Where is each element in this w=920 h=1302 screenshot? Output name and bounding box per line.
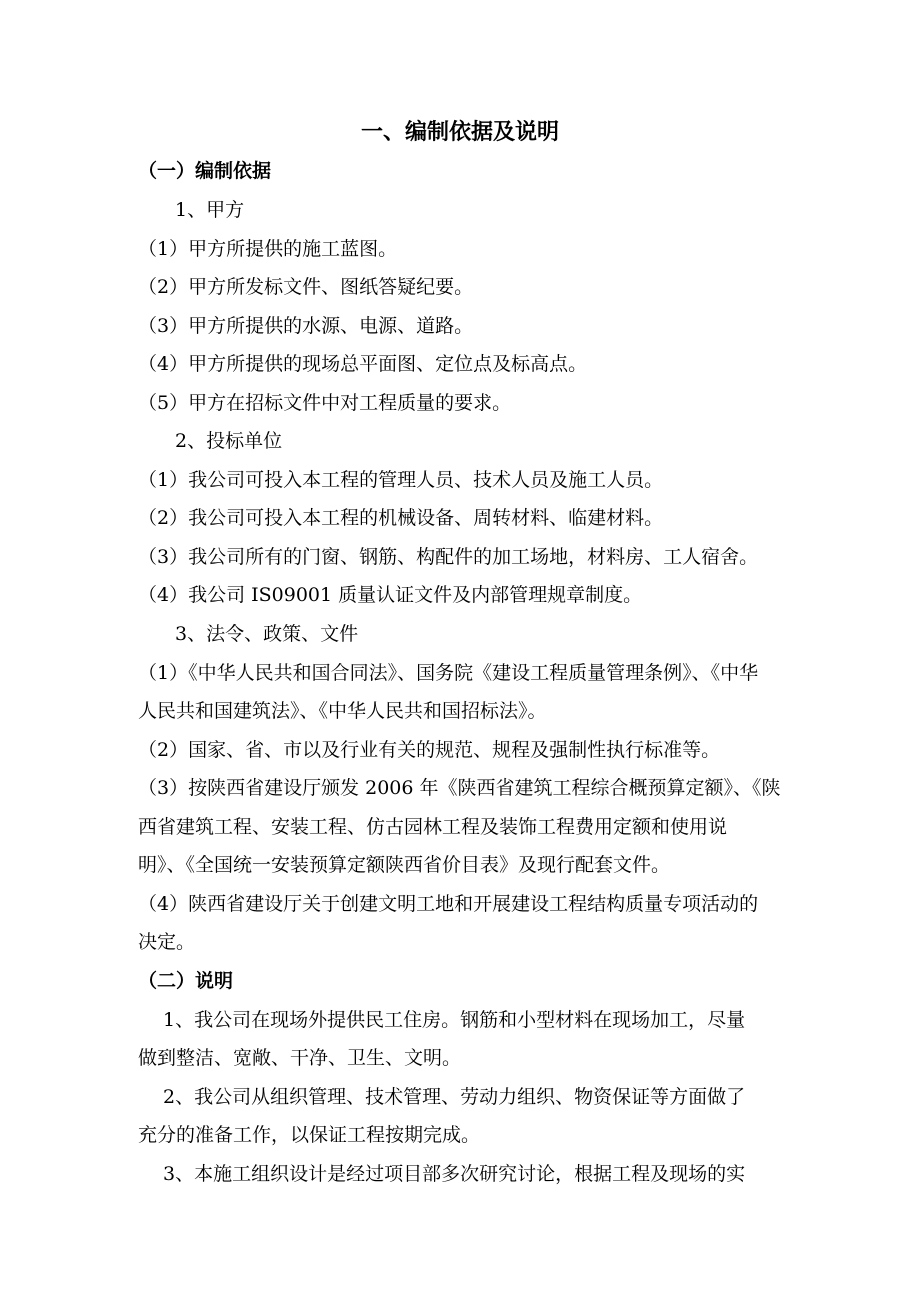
list-item: （1）甲方所提供的施工蓝图。 bbox=[138, 238, 398, 260]
list-item: （4）甲方所提供的现场总平面图、定位点及标高点。 bbox=[138, 353, 588, 375]
paragraph-line: 做到整洁、宽敞、干净、卫生、文明。 bbox=[138, 1047, 462, 1069]
section-heading-notes: （二）说明 bbox=[138, 970, 234, 992]
section-heading-basis: （一）编制依据 bbox=[138, 160, 272, 182]
list-item-line: 人民共和国建筑法》、《中华人民共和国招标法》。 bbox=[138, 700, 547, 722]
list-item-line: （3）按陕西省建设厅颁发 2006 年《陕西省建筑工程综合概预算定额》、《陕 bbox=[138, 777, 781, 799]
list-item-line: 决定。 bbox=[138, 931, 196, 953]
subheading-laws: 3、法令、政策、文件 bbox=[175, 623, 359, 645]
paragraph-line: 3、本施工组织设计是经过项目部多次研究讨论，根据工程及现场的实 bbox=[163, 1163, 746, 1185]
list-item-line: 明》、《全国统一安装预算定额陕西省价目表》及现行配套文件。 bbox=[138, 854, 671, 876]
list-item-line: （4）陕西省建设厅关于创建文明工地和开展建设工程结构质量专项活动的 bbox=[138, 893, 759, 915]
subheading-bidder: 2、投标单位 bbox=[175, 430, 283, 452]
list-item: （2）我公司可投入本工程的机械设备、周转材料、临建材料。 bbox=[138, 507, 664, 529]
list-item: （3）甲方所提供的水源、电源、道路。 bbox=[138, 315, 474, 337]
list-item: （4）我公司 IS09001 质量认证文件及内部管理规章制度。 bbox=[138, 584, 643, 606]
list-item: （5）甲方在招标文件中对工程质量的要求。 bbox=[138, 392, 512, 414]
subheading-owner: 1、甲方 bbox=[175, 199, 245, 221]
list-item: （3）我公司所有的门窗、钢筋、构配件的加工场地，材料房、工人宿舍。 bbox=[138, 546, 759, 568]
paragraph-line: 1、我公司在现场外提供民工住房。钢筋和小型材料在现场加工，尽量 bbox=[163, 1009, 746, 1031]
list-item: （2）甲方所发标文件、图纸答疑纪要。 bbox=[138, 276, 474, 298]
page-title: 一、编制依据及说明 bbox=[360, 120, 559, 145]
list-item: （2）国家、省、市以及行业有关的规范、规程及强制性执行标准等。 bbox=[138, 739, 721, 761]
list-item-line: （1）《中华人民共和国合同法》、国务院《建设工程质量管理条例》、《中华 bbox=[138, 662, 759, 684]
paragraph-line: 2、我公司从组织管理、技术管理、劳动力组织、物资保证等方面做了 bbox=[163, 1086, 746, 1108]
list-item-line: 西省建筑工程、安装工程、仿古园林工程及装饰工程费用定额和使用说 bbox=[138, 816, 728, 838]
paragraph-line: 充分的准备工作，以保证工程按期完成。 bbox=[138, 1124, 481, 1146]
list-item: （1）我公司可投入本工程的管理人员、技术人员及施工人员。 bbox=[138, 469, 664, 491]
